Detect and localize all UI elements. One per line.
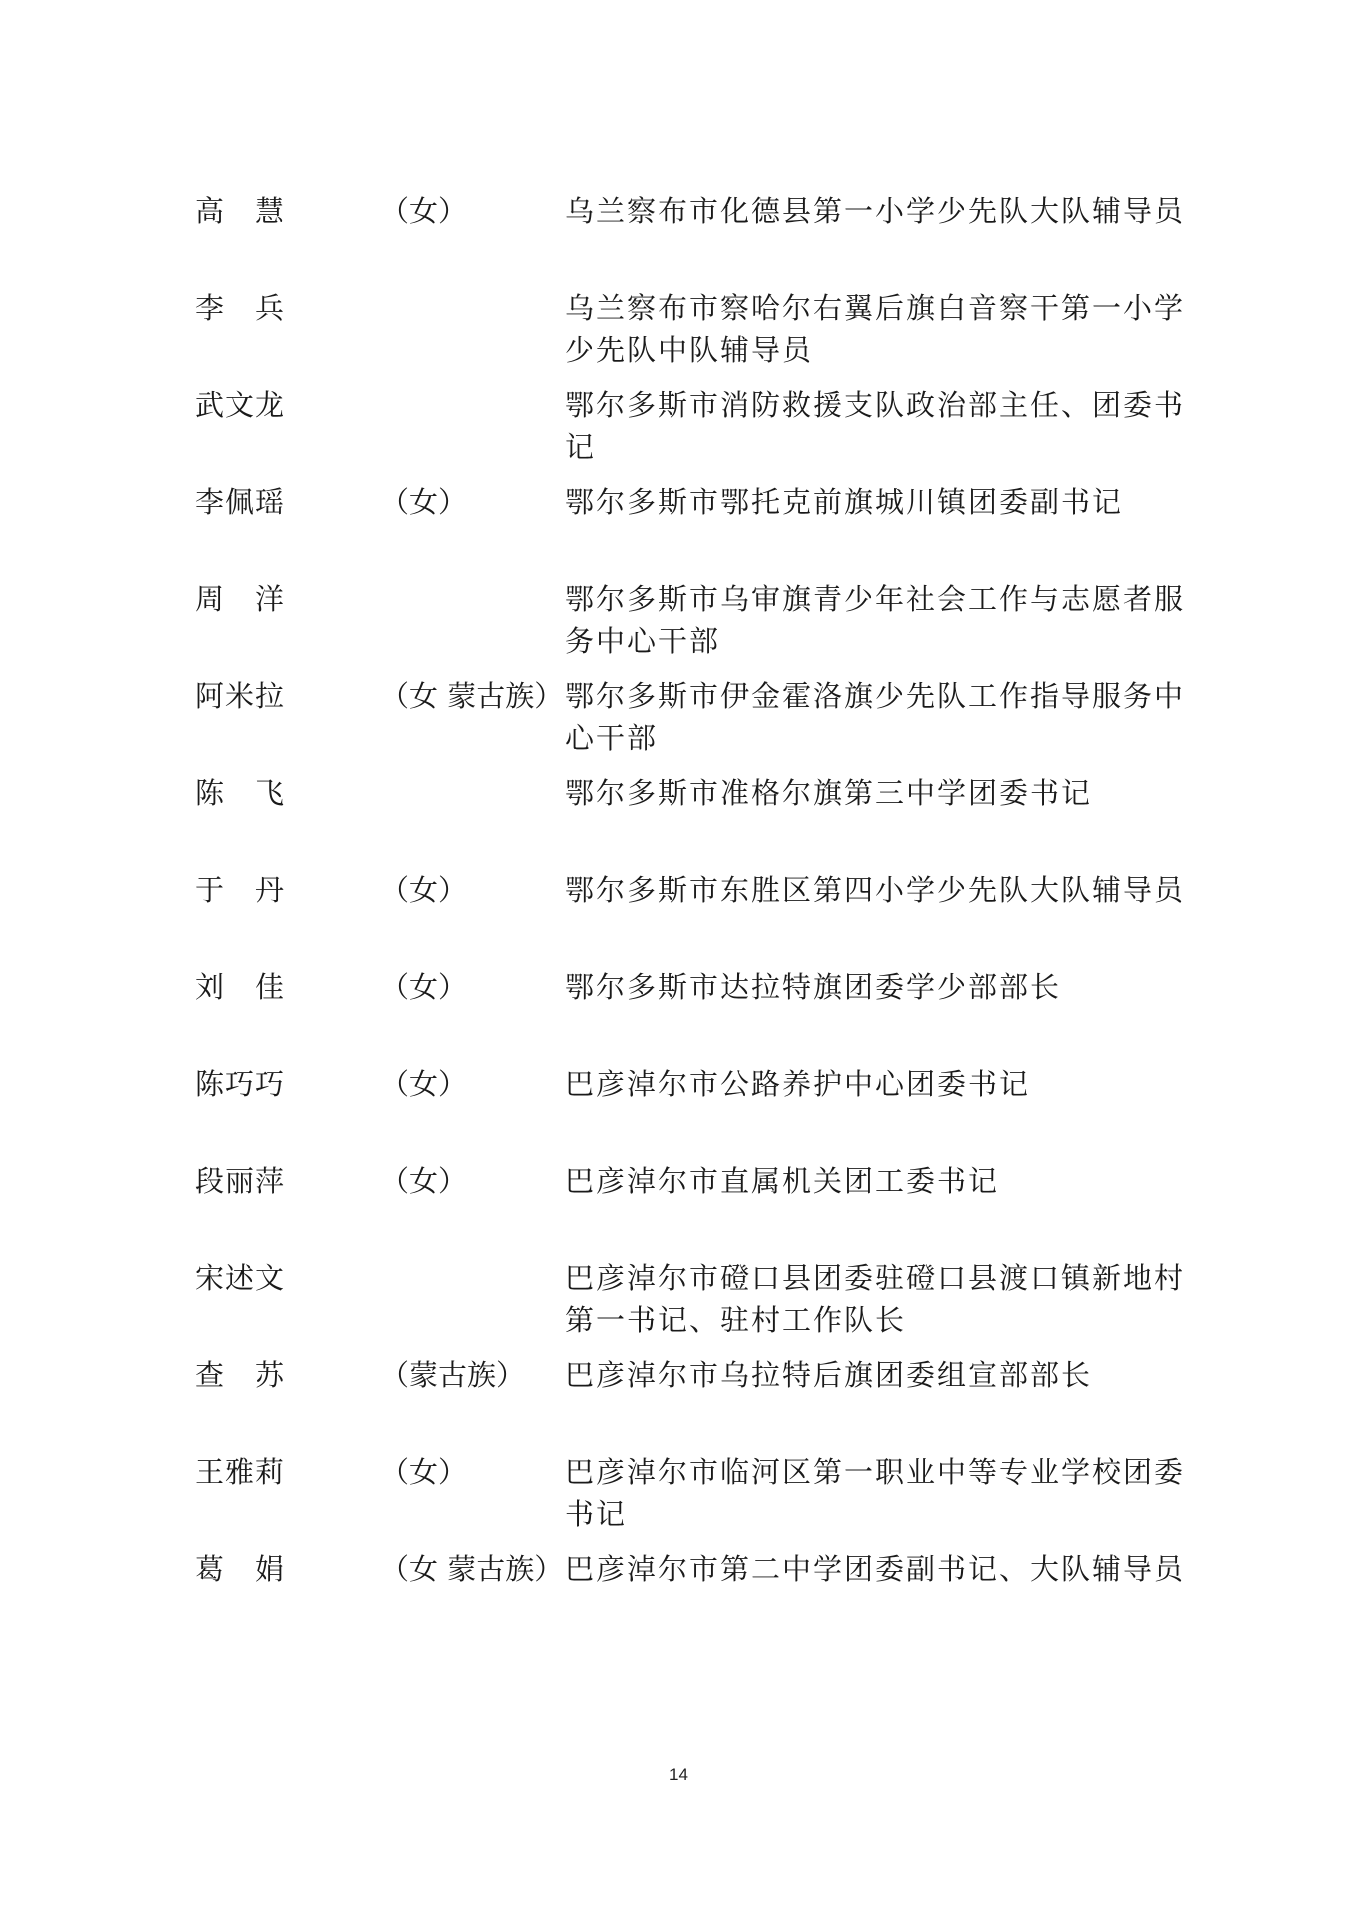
honoree-title: 鄂尔多斯市消防救援支队政治部主任、团委书记 — [565, 388, 1186, 464]
honoree-name: 王雅莉 — [195, 1455, 286, 1489]
honoree-title: 鄂尔多斯市乌审旗青少年社会工作与志愿者服务中心干部 — [565, 582, 1186, 658]
list-item — [195, 190, 1195, 287]
honoree-title: 巴彦淖尔市第二中学团委副书记、大队辅导员 — [565, 1552, 1186, 1586]
list-item — [195, 578, 1195, 675]
honoree-note: （女） — [380, 1164, 468, 1198]
honoree-name: 周 洋 — [195, 582, 286, 616]
honoree-title: 巴彦淖尔市公路养护中心团委书记 — [565, 1067, 1031, 1101]
list-item — [195, 966, 1195, 1063]
honoree-name: 陈巧巧 — [195, 1067, 286, 1101]
honoree-title: 鄂尔多斯市东胜区第四小学少先队大队辅导员 — [565, 873, 1186, 907]
list-item — [195, 1451, 1195, 1548]
honoree-note: （女） — [380, 1067, 468, 1101]
list-item — [195, 1063, 1195, 1160]
honoree-title: 乌兰察布市化德县第一小学少先队大队辅导员 — [565, 194, 1186, 228]
list-item — [195, 287, 1195, 384]
honoree-note: （女） — [380, 1455, 468, 1489]
honoree-note: （女） — [380, 970, 468, 1004]
honoree-note: （女 蒙古族） — [380, 679, 564, 713]
honoree-name: 宋述文 — [195, 1261, 286, 1295]
honoree-name: 李佩瑶 — [195, 485, 286, 519]
honoree-name: 于 丹 — [195, 873, 286, 907]
honoree-name: 刘 佳 — [195, 970, 286, 1004]
honoree-title: 巴彦淖尔市磴口县团委驻磴口县渡口镇新地村第一书记、驻村工作队长 — [565, 1261, 1186, 1337]
honoree-name: 李 兵 — [195, 291, 286, 325]
list-item — [195, 384, 1195, 481]
list-item — [195, 772, 1195, 869]
honoree-name: 高 慧 — [195, 194, 286, 228]
list-item — [195, 1548, 1195, 1645]
list-item — [195, 1160, 1195, 1257]
honoree-note: （女） — [380, 194, 468, 228]
honoree-title: 乌兰察布市察哈尔右翼后旗白音察干第一小学少先队中队辅导员 — [565, 291, 1186, 367]
honoree-title: 鄂尔多斯市达拉特旗团委学少部部长 — [565, 970, 1062, 1004]
honoree-note: （女 蒙古族） — [380, 1552, 564, 1586]
honoree-title: 巴彦淖尔市直属机关团工委书记 — [565, 1164, 1000, 1198]
honoree-name: 阿米拉 — [195, 679, 286, 713]
list-item — [195, 675, 1195, 772]
honoree-name: 葛 娟 — [195, 1552, 286, 1586]
honoree-name: 段丽萍 — [195, 1164, 286, 1198]
honoree-title: 巴彦淖尔市乌拉特后旗团委组宣部部长 — [565, 1358, 1093, 1392]
list-item — [195, 481, 1195, 578]
honoree-title: 鄂尔多斯市伊金霍洛旗少先队工作指导服务中心干部 — [565, 679, 1186, 755]
list-item — [195, 1354, 1195, 1451]
list-item — [195, 1257, 1195, 1354]
page-number: 14 — [669, 1765, 688, 1784]
honoree-title: 鄂尔多斯市鄂托克前旗城川镇团委副书记 — [565, 485, 1124, 519]
honoree-name: 陈 飞 — [195, 776, 286, 810]
honoree-note: （女） — [380, 485, 468, 519]
honoree-name: 查 苏 — [195, 1358, 286, 1392]
list-item — [195, 869, 1195, 966]
honoree-note: （女） — [380, 873, 468, 907]
honoree-title: 巴彦淖尔市临河区第一职业中等专业学校团委书记 — [565, 1455, 1186, 1531]
honoree-list — [195, 190, 1195, 1645]
honoree-title: 鄂尔多斯市准格尔旗第三中学团委书记 — [565, 776, 1093, 810]
honoree-note: （蒙古族） — [380, 1358, 526, 1392]
honoree-name: 武文龙 — [195, 388, 286, 422]
